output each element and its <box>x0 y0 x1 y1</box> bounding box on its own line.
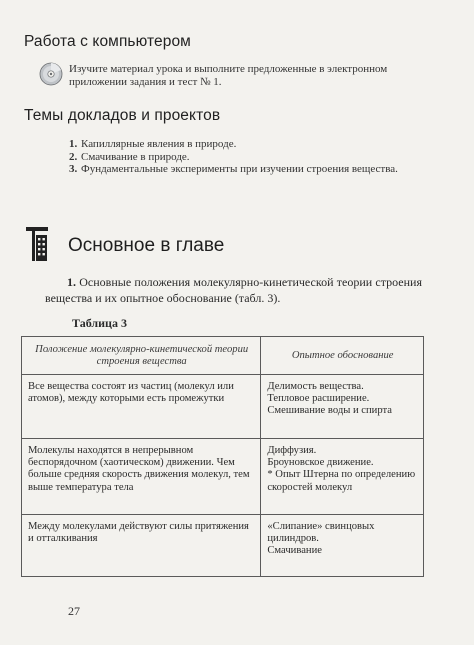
table-cell: Все вещества состоят из частиц (молекул или атомов), между которыми есть промежутки <box>22 375 261 439</box>
chapter-summary-icon <box>26 225 48 263</box>
table-row <box>22 515 424 577</box>
table-header-cell: Опытное обоснование <box>261 337 424 375</box>
computer-work-text: Изучите материал урока и выполните предложенные в электронном приложении задания и тест № 1. <box>69 63 388 88</box>
page-number: 27 <box>68 604 80 618</box>
table-cell: Молекулы находятся в непрерывном беспорядочном (хаотическом) движении. Чем больше средняя скорость движения молекул, тем выше температура тела <box>22 439 261 515</box>
cd-disc-icon <box>39 62 63 86</box>
table-row <box>22 375 424 439</box>
table-cell: Между молекулами действуют силы притяжения и отталкивания <box>22 515 261 577</box>
mkt-table <box>21 336 424 577</box>
chapter-title: Основное в главе <box>68 235 225 256</box>
table-header-cell: Положение молекулярно-кинетической теории строения вещества <box>22 337 261 375</box>
table-header-row <box>22 337 424 375</box>
section-title-computer-work: Работа с компьютером <box>24 33 191 50</box>
topics-list <box>69 138 429 176</box>
table-caption: Таблица 3 <box>72 316 127 330</box>
list-item: 1. Капиллярные явления в природе. <box>69 138 237 150</box>
table-cell: Делимость вещества. Тепловое расширение. Смешивание воды и спирта <box>261 375 424 439</box>
chapter-point-1: 1. Основные положения молекулярно-кинетической теории строения вещества и их опытное обоснование (табл. 3). <box>45 275 422 305</box>
list-item: 3. Фундаментальные эксперименты при изучении строения вещества. <box>69 163 398 175</box>
table-cell: Диффузия. Броуновское движение. * Опыт Штерна по определению скоростей молекул <box>261 439 424 515</box>
table-row <box>22 439 424 515</box>
table-cell: «Слипание» свинцовых цилиндров. Смачивание <box>261 515 424 577</box>
list-item: 2. Смачивание в природе. <box>69 150 190 163</box>
section-title-topics: Темы докладов и проектов <box>24 107 221 124</box>
